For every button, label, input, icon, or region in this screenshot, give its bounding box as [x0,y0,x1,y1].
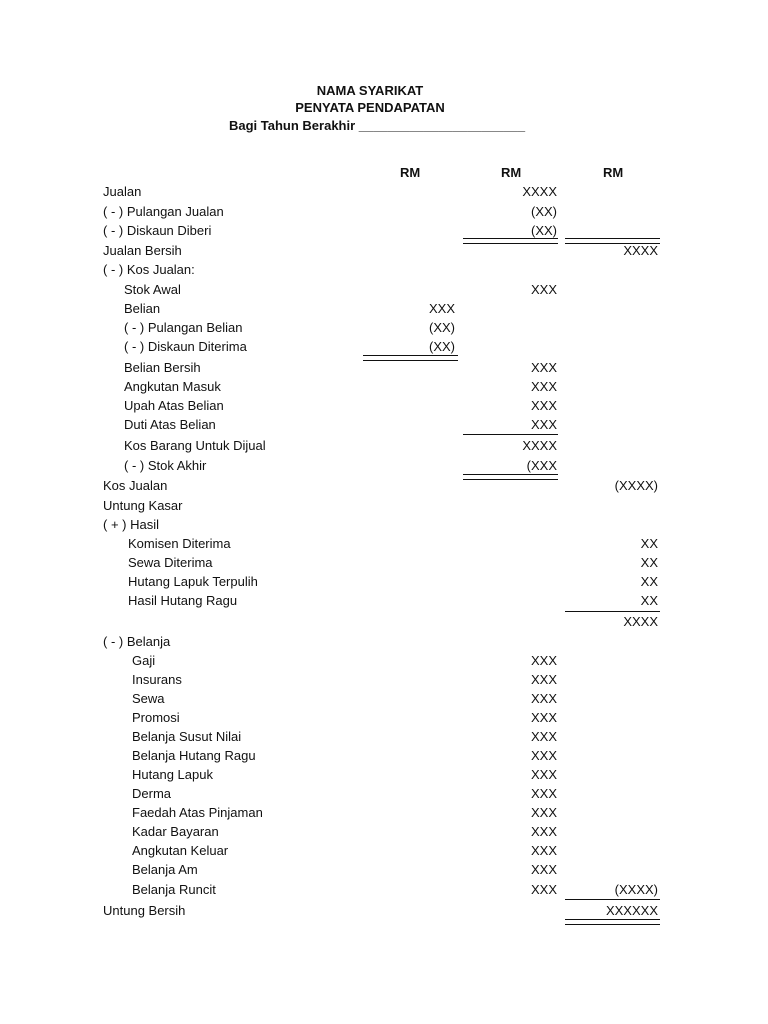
amount-col-2: XXX [530,691,557,706]
company-name: NAMA SYARIKAT [316,83,424,98]
statement-row [0,415,768,434]
statement-row [0,727,768,746]
amount-col-2: XXX [530,843,557,858]
single-rule [565,611,660,612]
statement-row [0,803,768,822]
statement-row [0,476,768,495]
row-label: ( - ) Pulangan Jualan [103,204,224,219]
statement-row [0,377,768,396]
amount-col-1: (XX) [429,320,455,335]
amount-col-2: XXX [530,417,557,432]
single-rule [565,899,660,900]
amount-col-2: XXX [530,710,557,725]
amount-col-2: XXX [530,672,557,687]
row-label: Untung Bersih [103,903,186,918]
amount-col-1: XXX [428,301,455,316]
statement-row [0,436,768,455]
amount-col-3: XX [640,536,658,551]
row-label: ( - ) Diskaun Diberi [103,223,212,238]
row-label: Kos Barang Untuk Dijual [124,438,266,453]
double-rule [565,238,660,244]
statement-row [0,901,768,920]
statement-row [0,202,768,221]
amount-col-2: XXX [530,748,557,763]
amount-col-2: XXXX [522,438,557,453]
statement-row [0,260,768,279]
double-rule [363,355,458,361]
statement-row [0,822,768,841]
row-label: Hutang Lapuk Terpulih [128,574,258,589]
row-label: Jualan [103,184,142,199]
double-rule [463,238,558,244]
row-label: Belanja Susut Nilai [132,729,242,744]
statement-row [0,860,768,879]
amount-col-2: (XXX [526,458,557,473]
amount-col-3: XXXXXX [605,903,658,918]
row-label: Belanja Runcit [132,882,216,897]
double-rule [463,474,558,480]
amount-col-2: XXX [530,767,557,782]
statement-row [0,670,768,689]
row-label: Kadar Bayaran [132,824,219,839]
amount-col-3: XX [640,555,658,570]
statement-row [0,553,768,572]
statement-row [0,880,768,899]
double-rule [565,919,660,925]
amount-col-2: XXX [530,786,557,801]
amount-col-2: (XX) [531,204,557,219]
statement-row [0,708,768,727]
row-label: Komisen Diterima [128,536,231,551]
statement-row [0,784,768,803]
row-label: ( - ) Belanja [103,634,171,649]
amount-col-2: XXX [530,360,557,375]
amount-col-2: XXX [530,882,557,897]
row-label: ( - ) Pulangan Belian [124,320,243,335]
amount-col-2: XXX [530,862,557,877]
amount-col-2: XXX [530,824,557,839]
statement-row [0,182,768,201]
row-label: Jualan Bersih [103,243,182,258]
statement-row [0,841,768,860]
row-label: Sewa [132,691,165,706]
statement-row [0,612,768,631]
amount-col-3: (XXXX) [614,478,658,493]
statement-row [0,591,768,610]
statement-row [0,456,768,475]
amount-col-2: XXX [530,805,557,820]
statement-row [0,515,768,534]
statement-row [0,651,768,670]
column-header-rm-2: RM [501,165,522,180]
row-label: Belian Bersih [124,360,201,375]
amount-col-3: XX [640,574,658,589]
amount-col-3: (XXXX) [614,882,658,897]
row-label: Kos Jualan [103,478,168,493]
amount-col-2: XXX [530,398,557,413]
row-label: ( + ) Hasil [103,517,159,532]
row-label: ( - ) Diskaun Diterima [124,339,247,354]
statement-row [0,299,768,318]
amount-col-3: XX [640,593,658,608]
column-header-rm-1: RM [400,165,421,180]
statement-row [0,337,768,356]
statement-row [0,746,768,765]
amount-col-2: (XX) [531,223,557,238]
statement-row [0,765,768,784]
row-label: Upah Atas Belian [124,398,224,413]
amount-col-2: XXX [530,729,557,744]
statement-row [0,280,768,299]
amount-col-2: XXX [530,653,557,668]
row-label: Hutang Lapuk [132,767,213,782]
row-label: Belanja Am [132,862,198,877]
amount-col-3: XXXX [623,614,658,629]
statement-row [0,318,768,337]
row-label: Hasil Hutang Ragu [128,593,238,608]
row-label: Duti Atas Belian [124,417,216,432]
row-label: ( - ) Kos Jualan: [103,262,195,277]
row-label: Promosi [132,710,180,725]
row-label: Derma [132,786,172,801]
row-label: Untung Kasar [103,498,183,513]
statement-row [0,689,768,708]
statement-row [0,572,768,591]
row-label: Belian [124,301,161,316]
row-label: Faedah Atas Pinjaman [132,805,263,820]
row-label: Sewa Diterima [128,555,213,570]
column-header-rm-3: RM [603,165,624,180]
statement-row [0,396,768,415]
statement-row [0,534,768,553]
row-label: Stok Awal [124,282,181,297]
amount-col-1: (XX) [429,339,455,354]
row-label: Angkutan Masuk [124,379,221,394]
amount-col-2: XXX [530,379,557,394]
statement-row [0,496,768,515]
row-label: Belanja Hutang Ragu [132,748,256,763]
single-rule [463,434,558,435]
row-label: ( - ) Stok Akhir [124,458,207,473]
amount-col-2: XXX [530,282,557,297]
amount-col-3: XXXX [623,243,658,258]
statement-title: PENYATA PENDAPATAN [295,100,445,115]
row-label: Angkutan Keluar [132,843,229,858]
statement-row [0,632,768,651]
row-label: Gaji [132,653,156,668]
row-label: Insurans [132,672,182,687]
period-line: Bagi Tahun Berakhir _______________________ [229,118,526,133]
amount-col-2: XXXX [522,184,557,199]
